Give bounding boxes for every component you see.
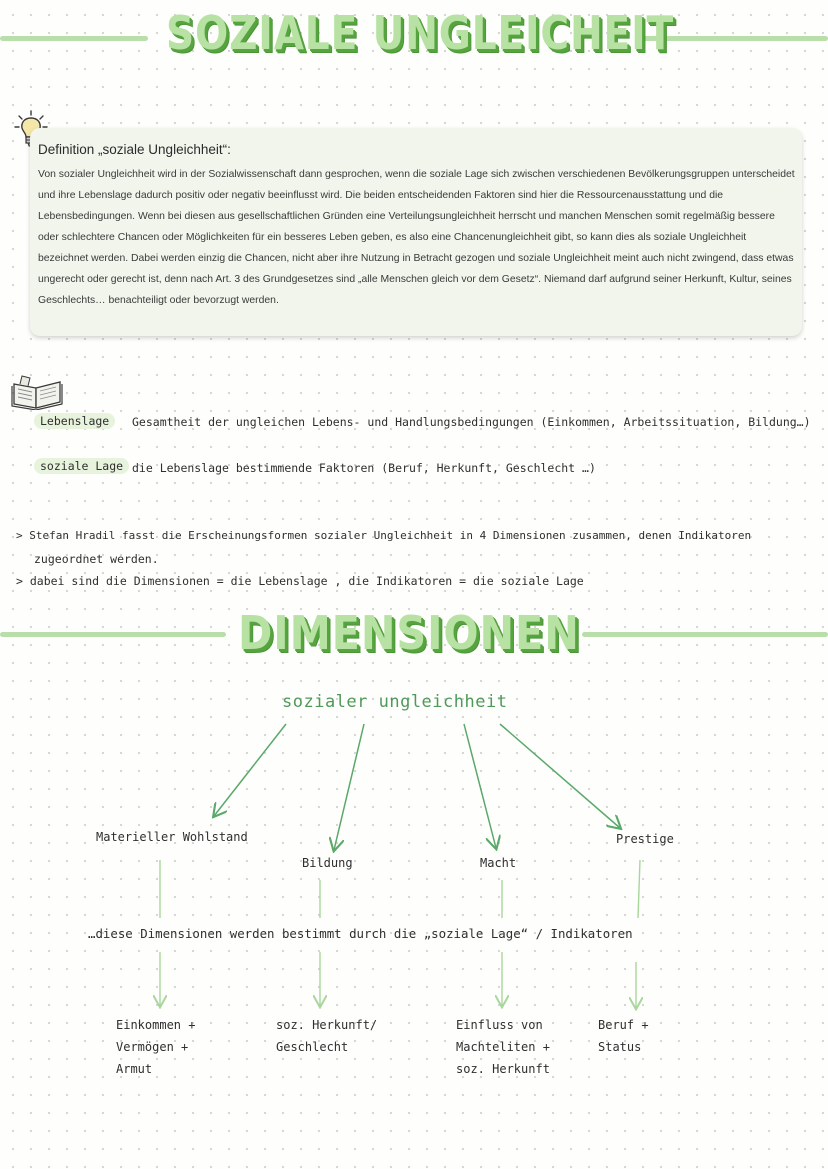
connector-prestige: [638, 860, 640, 918]
indicator-line: Geschlecht: [276, 1040, 349, 1054]
indicator-wohlstand: [116, 1014, 195, 1080]
definition-text: Von sozialer Ungleichheit wird in der Sozialwissenschaft dann gesprochen, wenn die soziale Lage sich zwischen verschiedenen Bevölkerungsgruppen unterscheidet und ihre Lebenslage dadurch positiv oder negativ beeinflusst wird. Die beiden entscheidenden Faktoren sind hier die Ressourcenausstattung und die Lebensbedingungen. Wenn bei diesen aus gesellschaftlichen Gründen eine Verteilungsungleichheit herrscht und manchen Menschen somit regelmäßig bessere oder schlechtere Chancen oder Möglichkeiten für ein besseres Leben geben, es also eine Chancenungleichheit gibt, so kann dies als soziale Ungleichheit bezeichnet werden. Dabei werden einzig die Chancen, nicht aber ihre Nutzung in Betracht gezogen und soziale Ungleichheit meint auch nicht zwingend, dass etwas ungerecht oder gerecht ist, denn nach Art. 3 des Grundgesetzes sind „alle Menschen gleich vor dem Gesetz“. Niemand darf aufgrund seiner Herkunft, Kultur, seines Geschlechts… benachteiligt oder bevorzugt werden.: [38, 169, 795, 306]
glossary-definition-soziale-lage: die Lebenslage bestimmende Faktoren (Beruf, Herkunft, Geschlecht …): [132, 461, 596, 475]
section-title: DIMENSIONEN: [238, 606, 580, 660]
indicator-line: soz. Herkunft: [456, 1062, 550, 1076]
glossary-term-lebenslage: Lebenslage: [34, 413, 115, 429]
indicator-line: Armut: [116, 1062, 153, 1076]
indicator-line: Status: [598, 1040, 642, 1054]
dimension-wohlstand: Materieller Wohlstand: [96, 830, 248, 844]
indicator-line: Beruf +: [598, 1018, 649, 1032]
diagram-connector-text: …diese Dimensionen werden bestimmt durch die „soziale Lage“ / Indikatoren: [88, 926, 633, 941]
indicator-macht: [456, 1014, 550, 1080]
dimension-bildung: Bildung: [302, 856, 353, 870]
note-line-1b: zugeordnet werden.: [34, 552, 159, 566]
title-line-left: [0, 36, 148, 41]
arrow-to-prestige: [500, 724, 620, 828]
indicator-bildung: [276, 1014, 377, 1058]
glossary-definition-lebenslage: Gesamtheit der ungleichen Lebens- und Handlungsbedingungen (Einkommen, Arbeitssituation, Bildung…): [132, 415, 811, 429]
arrow-to-bildung: [334, 724, 364, 850]
indicator-line: soz. Herkunft/: [276, 1018, 378, 1032]
arrow-to-macht: [464, 724, 496, 848]
indicator-line: Vermögen +: [116, 1040, 189, 1054]
dimension-prestige: Prestige: [616, 832, 674, 846]
indicator-prestige: [598, 1014, 649, 1058]
note-line-1: > Stefan Hradil fasst die Erscheinungsformen sozialer Ungleichheit in 4 Dimensionen zusammen, denen Indikatoren: [16, 529, 752, 542]
indicator-line: Einkommen +: [116, 1018, 196, 1032]
glossary-term-soziale-lage: soziale Lage: [34, 458, 129, 474]
definition-heading: Definition „soziale Ungleichheit“:: [38, 142, 231, 157]
indicator-line: Machteliten +: [456, 1040, 550, 1054]
section-line-left: [0, 632, 226, 637]
arrow-to-wohlstand: [214, 724, 286, 816]
definition-box: [30, 128, 802, 336]
diagram-root-label: sozialer ungleichheit: [282, 692, 508, 712]
dimension-macht: Macht: [480, 856, 517, 870]
section-line-right: [582, 632, 828, 637]
note-line-2: > dabei sind die Dimensionen = die Lebenslage , die Indikatoren = die soziale Lage: [16, 574, 584, 588]
page-title: SOZIALE UNGLEICHEIT: [166, 6, 675, 60]
book-icon: [10, 374, 64, 410]
indicator-line: Einfluss von: [456, 1018, 543, 1032]
